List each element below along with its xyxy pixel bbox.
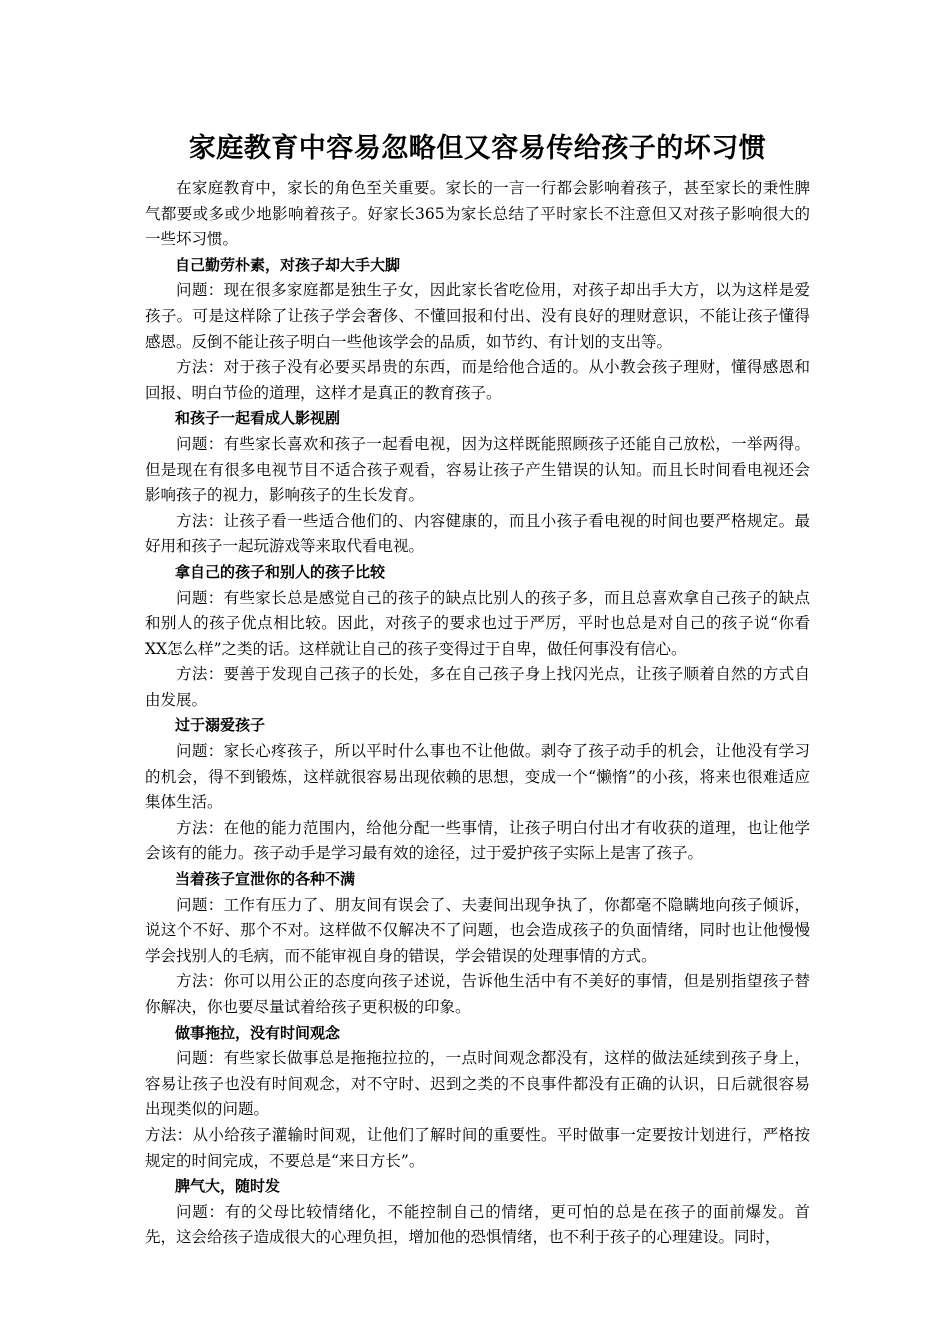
problem-paragraph: 问题：有的父母比较情绪化，不能控制自己的情绪，更可怕的总是在孩子的面前爆发。首先，这会给孩子造成很大的心理负担，增加他的恐惧情绪，也不利于孩子的心理建设。同时， [145, 1202, 810, 1247]
document-page [145, 128, 810, 1251]
section-heading: 脾气大，随时发 [175, 1177, 281, 1196]
section-heading: 做事拖拉，没有时间观念 [175, 1023, 341, 1042]
document-title: 家庭教育中容易忽略但又容易传给孩子的坏习惯 [188, 133, 767, 164]
method-paragraph: 方法：你可以用公正的态度向孩子述说，告诉他生活中有不美好的事情，但是别指望孩子替你解决，你也要尽量试着给孩子更积极的印象。 [145, 972, 810, 1016]
section-heading: 当着孩子宣泄你的各种不满 [175, 870, 356, 889]
method-paragraph: 方法：要善于发现自己孩子的长处，多在自己孩子身上找闪光点，让孩子顺着自然的方式自由发展。 [145, 665, 810, 709]
section-heading: 和孩子一起看成人影视剧 [175, 409, 341, 428]
method-paragraph: 方法：从小给孩子灌输时间观，让他们了解时间的重要性。平时做事一定要按计划进行，严格按规定的时间完成，不要总是“来日方长”。 [145, 1125, 810, 1170]
intro-paragraph: 在家庭教育中，家长的角色至关重要。家长的一言一行都会影响着孩子，甚至家长的秉性脾气都要或多或少地影响着孩子。好家长365为家长总结了平时家长不注意但又对孩子影响很大的一些坏习惯。 [145, 179, 810, 249]
section-heading: 过于溺爱孩子 [175, 716, 266, 735]
method-paragraph: 方法：在他的能力范围内，给他分配一些事情，让孩子明白付出才有收获的道理，也让他学会该有的能力。孩子动手是学习最有效的途径，过于爱护孩子实际上是害了孩子。 [145, 818, 810, 863]
problem-paragraph: 问题：有些家长喜欢和孩子一起看电视，因为这样既能照顾孩子还能自己放松，一举两得。但是现在有很多电视节目不适合孩子观看，容易让孩子产生错误的认知。而且长时间看电视还会影响孩子的视力，影响孩子的生长发育。 [145, 434, 810, 505]
problem-paragraph: 问题：家长心疼孩子，所以平时什么事也不让他做。剥夺了孩子动手的机会，让他没有学习的机会，得不到锻炼，这样就很容易出现依赖的思想，变成一个“懒惰”的小孩，将来也很难适应集体生活。 [145, 742, 810, 812]
section-heading: 拿自己的孩子和别人的孩子比较 [175, 562, 386, 581]
problem-paragraph: 问题：有些家长总是感觉自己的孩子的缺点比别人的孩子多，而且总喜欢拿自己孩子的缺点和别人的孩子优点相比较。因此，对孩子的要求也过于严厉，平时也总是对自己的孩子说“你看XX怎么样”之类的话。这样就让自己的孩子变得过于自卑，做任何事没有信心。 [145, 588, 810, 658]
problem-paragraph: 问题：工作有压力了、朋友间有误会了、夫妻间出现争执了，你都毫不隐瞒地向孩子倾诉，说这个不好、那个不对。这样做不仅解决不了问题，也会造成孩子的负面情绪，同时也让他慢慢学会找别人的毛病，而不能审视自身的错误，学会错误的处理事情的方式。 [145, 895, 810, 965]
method-paragraph: 方法：对于孩子没有必要买昂贵的东西，而是给他合适的。从小教会孩子理财，懂得感恩和回报、明白节俭的道理，这样才是真正的教育孩子。 [145, 358, 810, 402]
problem-paragraph: 问题：有些家长做事总是拖拖拉拉的，一点时间观念都没有，这样的做法延续到孩子身上，容易让孩子也没有时间观念，对不守时、迟到之类的不良事件都没有正确的认识，日后就很容易出现类似的问题。 [145, 1049, 810, 1119]
method-paragraph: 方法：让孩子看一些适合他们的、内容健康的，而且小孩子看电视的时间也要严格规定。最好用和孩子一起玩游戏等来取代看电视。 [145, 511, 810, 556]
section-heading: 自己勤劳朴素，对孩子却大手大脚 [175, 255, 401, 274]
problem-paragraph: 问题：现在很多家庭都是独生子女，因此家长省吃俭用，对孩子却出手大方，以为这样是爱孩子。可是这样除了让孩子学会奢侈、不懂回报和付出、没有良好的理财意识，不能让孩子懂得感恩。反倒不能让孩子明白一些他该学会的品质，如节约、有计划的支出等。 [145, 281, 810, 351]
